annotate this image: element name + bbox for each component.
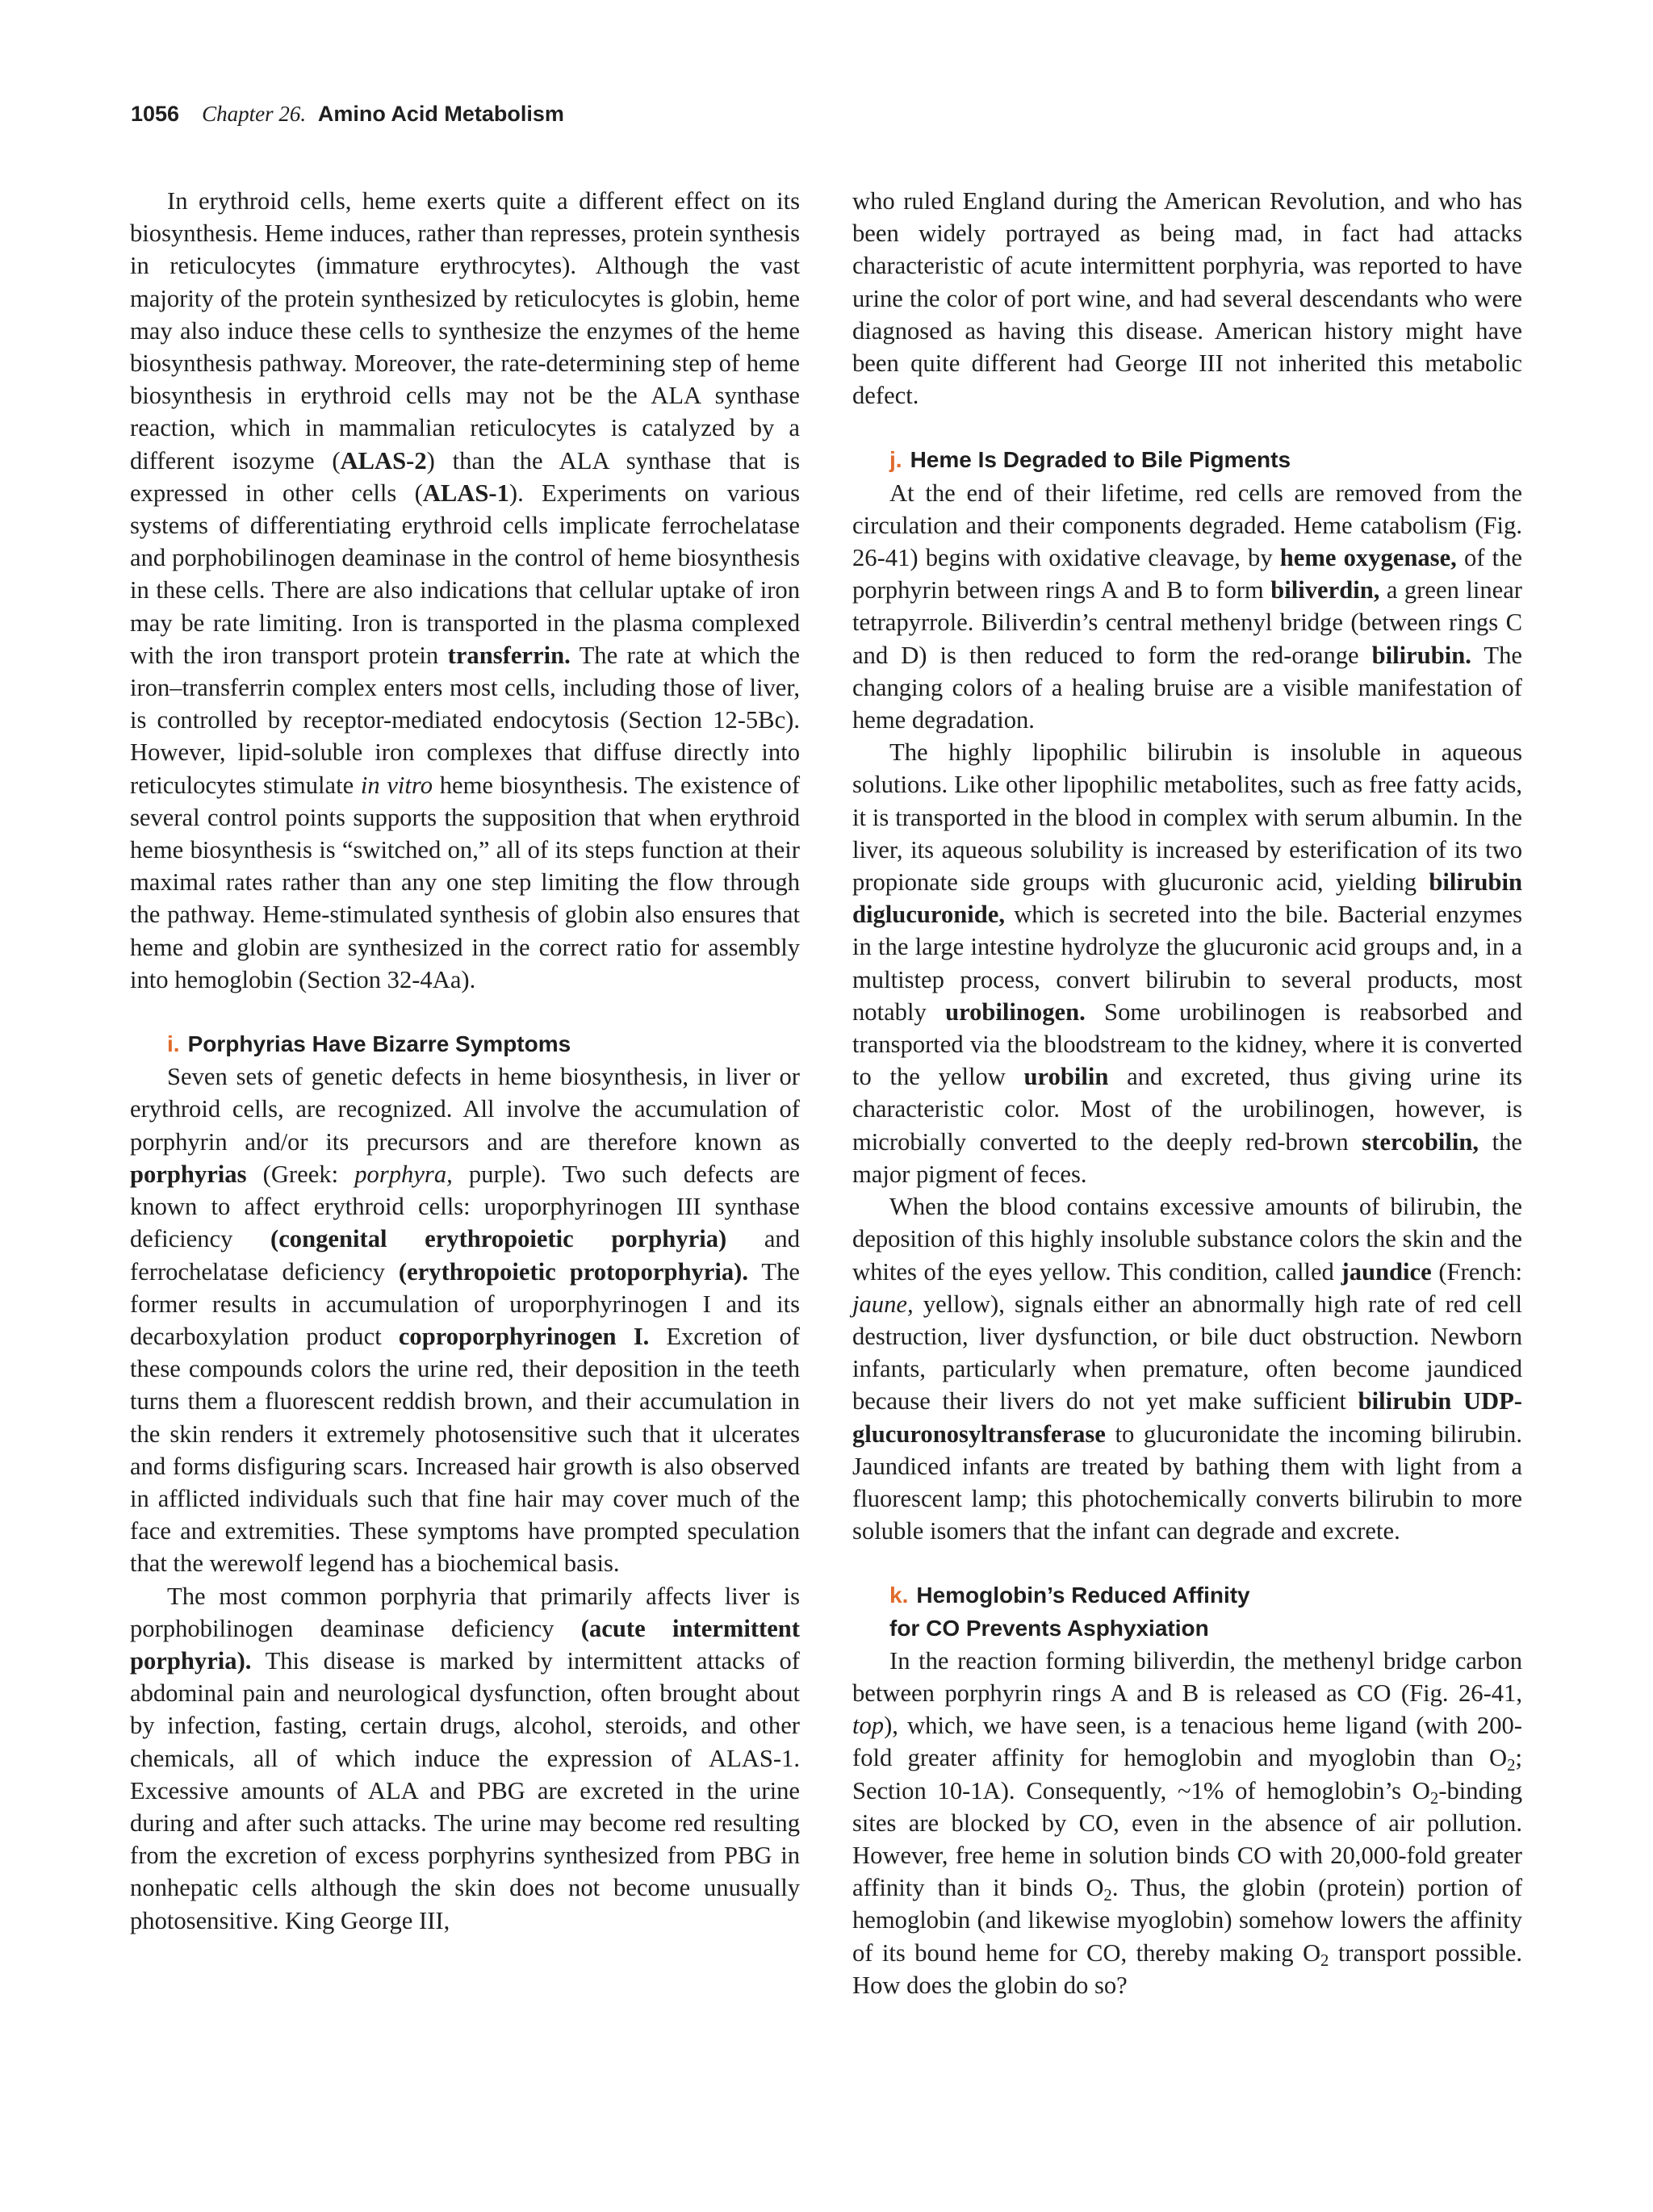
paragraph: The highly lipophilic bilirubin is insoluble in aqueous solutions. Like other lipophilic metabolites, such as free fatty acids, it is transported in the blood in complex with serum albumin. In the liver, its aqueous solubility is increased by esterification of its two propionate side groups with glucuronic acid, yielding bilirubin diglucuronide, which is secreted into the bile. Bacterial enzymes in the large intestine hydrolyze the glucuronic acid groups and, in a multistep process, convert bilirubin to several products, most notably urobilinogen. Some urobilinogen is reabsorbed and transported via the bloodstream to the kidney, where it is converted to the yellow urobilin and excreted, thus giving urine its characteristic color. Most of the urobilinogen, however, is microbially converted to the deeply red-brown stercobilin, the major pigment of feces. [852,738,1523,1188]
chapter-label: Chapter 26. [202,102,307,126]
paragraph: The most common porphyria that primarily affects liver is porphobilinogen deaminase deficiency (acute intermittent porphyria). This disease is marked by intermittent attacks of abdominal pain and neurological dysfunction, often brought about by infection, fasting, certain drugs, alcohol, steroids, and other chemicals, all of which induce the expression of ALAS-1. Excessive amounts of ALA and PBG are excreted in the urine during and after such attacks. The urine may become red resulting from the excretion of excess porphyrins synthesized from PBG in nonhepatic cells although the skin does not become unusually photosensitive. King George III, [130,1582,800,1934]
right-column [852,185,1522,2001]
paragraph: Seven sets of genetic defects in heme biosynthesis, in liver or erythroid cells, are recognized. All involve the accumulation of porphyrin and/or its precursors and are therefore known as porphyrias (Greek: porphyra, purple). Two such defects are known to affect erythroid cells: uroporphyrinogen III synthase deficiency (congenital erythropoietic porphyria) and ferrochelatase deficiency (erythropoietic protoporphyria). The former results in accumulation of uroporphyrinogen I and its decarboxylation product coproporphyrinogen I. Excretion of these compounds colors the urine red, their deposition in the teeth turns them a fluorescent reddish brown, and their accumulation in the skin renders it extremely photosensitive such that it ulcerates and forms disfiguring scars. Increased hair growth is also observed in afflicted individuals such that fine hair may cover much of the face and extremities. These symptoms have prompted speculation that the werewolf legend has a biochemical basis. [130,1063,800,1578]
paragraph: When the blood contains excessive amounts of bilirubin, the deposition of this highly insoluble substance colors the skin and the whites of the eyes yellow. This condition, called jaundice (French: jaune, yellow), signals either an abnormally high rate of red cell destruction, liver dysfunction, or bile duct obstruction. Newborn infants, particularly when premature, often become jaundiced because their livers do not yet make sufficient bilirubin UDP-glucuronosyltransferase to glucuronidate the incoming bilirubin. Jaundiced infants are treated by bathing them with light from a fluorescent lamp; this photochemically converts bilirubin to more soluble isomers that the infant can degrade and excrete. [852,1193,1523,1545]
paragraph: In erythroid cells, heme exerts quite a different effect on its biosynthesis. Heme induces, rather than represses, protein synthesis in reticulocytes (immature erythrocytes). Although the vast majority of the protein synthesized by reticulocytes is globin, heme may also induce these cells to synthesize the enzymes of the heme biosynthesis pathway. Moreover, the rate-determining step of heme biosynthesis in erythroid cells may not be the ALA synthase reaction, which in mammalian reticulocytes is catalyzed by a different isozyme (ALAS-2) than the ALA synthase that is expressed in other cells (ALAS-1). Experiments on various systems of differentiating erythroid cells implicate ferrochelatase and porphobilinogen deaminase in the control of heme biosynthesis in these cells. There are also indications that cellular uptake of iron may be rate limiting. Iron is transported in the plasma complexed with the iron transport protein transferrin. The rate at which the iron–transferrin complex enters most cells, including those of liver, is controlled by receptor-mediated endocytosis (Section 12-5Bc). However, lipid-soluble iron complexes that diffuse directly into reticulocytes stimulate in vitro heme biosynthesis. The existence of several control points supports the supposition that when erythroid heme biosynthesis is “switched on,” all of its steps function at their maximal rates rather than any one step limiting the flow through the pathway. Heme-stimulated synthesis of globin also ensures that heme and globin are synthesized in the correct ratio for assembly into hemoglobin (Section 32-4Aa). [130,187,801,993]
running-head [131,100,564,128]
paragraph: who ruled England during the American Revolution, and who has been widely portrayed as being mad, in fact had attacks characteristic of acute intermittent porphyria, was reported to have urine the color of port wine, and had several descendants who were diagnosed as having this disease. American history might have been quite different had George III not inherited this metabolic defect. [852,187,1522,410]
left-column [130,185,800,1937]
page-number: 1056 [131,102,180,126]
chapter-title: Amino Acid Metabolism [317,102,564,126]
section-heading-i: i. Porphyrias Have Bizarre Symptoms [167,1031,571,1057]
paragraph: At the end of their lifetime, red cells are removed from the circulation and their components degraded. Heme catabolism (Fig. 26-41) begins with oxidative cleavage, by heme oxygenase, of the porphyrin between rings A and B to form biliverdin, a green linear tetrapyrrole. Biliverdin’s central methenyl bridge (between rings C and D) is then reduced to form the red-orange bilirubin. The changing colors of a healing bruise are a visible manifestation of heme degradation. [852,479,1522,734]
section-heading-k: k. Hemoglobin’s Reduced Affinity for CO Prevents Asphyxiation [889,1583,1250,1641]
paragraph: In the reaction forming biliverdin, the methenyl bridge carbon between porphyrin rings A and B is released as CO (Fig. 26-41, top), which, we have seen, is a tenacious heme ligand (with 200-fold greater affinity for hemoglobin and myoglobin than $O_2$; Section 10-1A). Consequently, ~1% of hemoglobin’s $O_2$-binding sites are blocked by CO, even in the absence of air pollution. However, free heme in solution binds CO with 20,000-fold greater affinity than it binds $O_2$. Thus, the globin (protein) portion of hemoglobin (and likewise myoglobin) somehow lowers the affinity of its bound heme for CO, thereby making $O_2$ transport possible. How does the globin do so? [852,1646,1523,1999]
section-heading-j: j. Heme Is Degraded to Bile Pigments [889,447,1291,473]
